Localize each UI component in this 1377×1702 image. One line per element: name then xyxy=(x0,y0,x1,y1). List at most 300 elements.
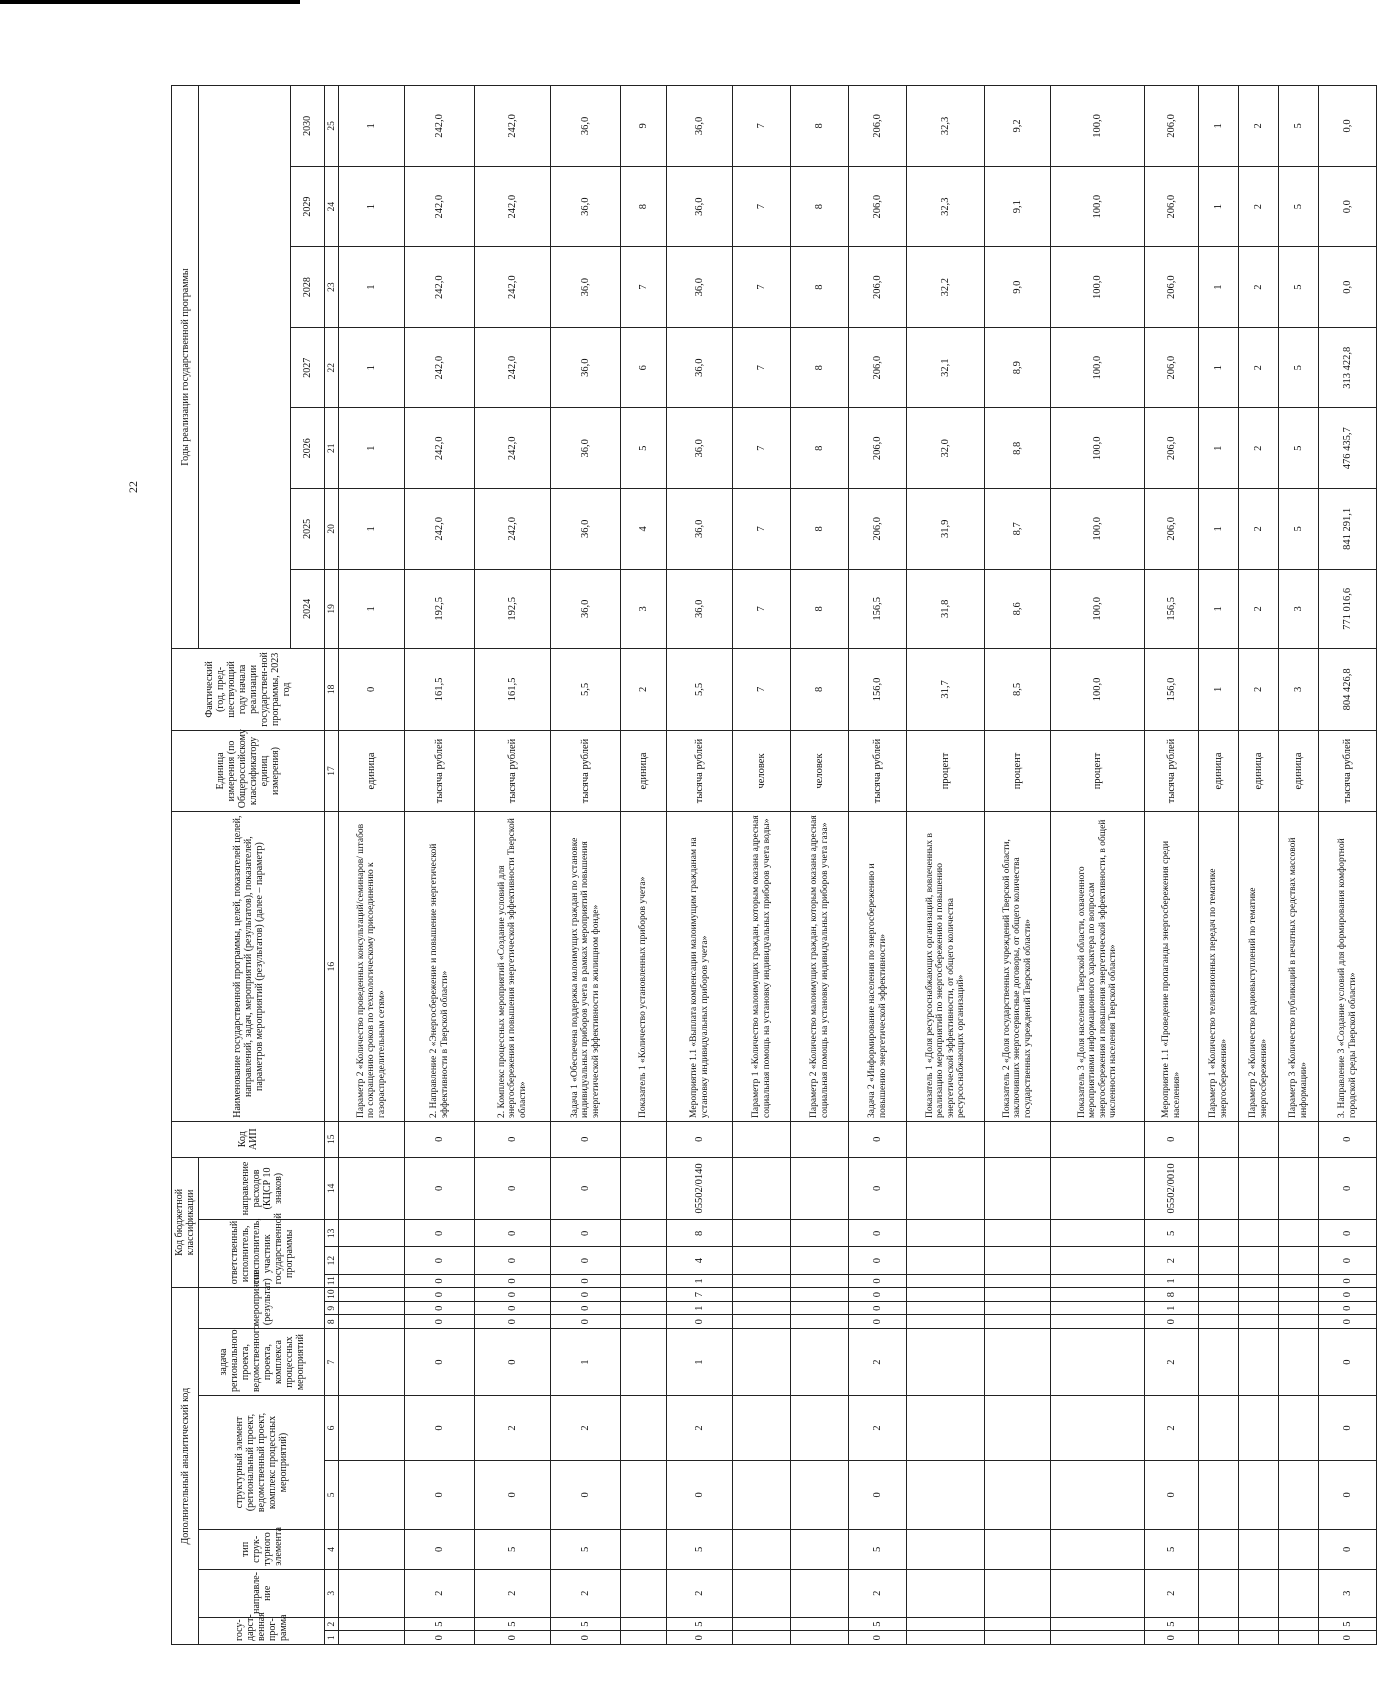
row-name-cell: Параметр 2 «Количество малоимущих граждан, которым оказана адресная социальная помощь на установку индивидуальных приборов учета газа» xyxy=(791,812,849,1122)
row-value-cell: 8,8 xyxy=(985,408,1051,489)
row-code-cell xyxy=(1279,1631,1319,1645)
row-code-cell: 0 xyxy=(849,1274,907,1288)
row-code-cell xyxy=(339,1617,405,1631)
row-code-cell xyxy=(1279,1329,1319,1396)
row-code-cell xyxy=(1279,1121,1319,1157)
row-code-cell xyxy=(1199,1157,1239,1220)
column-number: 25 xyxy=(325,86,339,167)
row-unit-cell: единица xyxy=(621,730,667,812)
row-code-cell xyxy=(733,1631,791,1645)
row-code-cell xyxy=(733,1301,791,1315)
row-code-cell: 0 xyxy=(849,1157,907,1220)
row-value-cell: 2 xyxy=(1239,408,1279,489)
row-value-cell: 36,0 xyxy=(551,327,621,408)
row-code-cell xyxy=(985,1220,1051,1247)
row-code-cell xyxy=(339,1529,405,1569)
row-value-cell: 36,0 xyxy=(667,408,733,489)
column-number: 19 xyxy=(325,569,339,649)
row-value-cell: 206,0 xyxy=(849,327,907,408)
name-header: Наименование государственной программы, целей, показателей целей, направлений, задач, мероприятий (результатов), показателей, параметров мероприятий (результатов) (далее – параметр) xyxy=(172,812,325,1122)
row-value-cell: 36,0 xyxy=(667,489,733,570)
row-code-cell xyxy=(907,1460,985,1529)
row-code-cell: 5 xyxy=(1145,1220,1199,1247)
row-code-cell xyxy=(791,1396,849,1461)
row-code-cell xyxy=(621,1301,667,1315)
row-value-cell: 804 426,8 xyxy=(1319,649,1377,731)
row-code-cell xyxy=(1239,1460,1279,1529)
row-unit-cell: процент xyxy=(907,730,985,812)
row-value-cell: 100,0 xyxy=(1051,569,1145,649)
column-number: 6 xyxy=(325,1396,339,1461)
row-code-cell: 0 xyxy=(1319,1315,1377,1329)
row-name-cell: Параметр 2 «Количество радиовыступлений по тематике энергосбережения» xyxy=(1239,812,1279,1122)
row-code-cell: 0 xyxy=(475,1329,551,1396)
table-body xyxy=(325,86,1377,1645)
year-2027: 2027 xyxy=(291,327,325,408)
row-code-cell: 0 xyxy=(1319,1274,1377,1288)
table-row xyxy=(621,86,667,1645)
row-code-cell: 0 xyxy=(405,1329,475,1396)
rotated-table-container xyxy=(171,85,1358,1645)
row-code-cell: 8 xyxy=(667,1220,733,1247)
row-value-cell: 0,0 xyxy=(1319,166,1377,247)
row-code-cell xyxy=(791,1631,849,1645)
table-row xyxy=(1051,86,1145,1645)
row-code-cell xyxy=(907,1157,985,1220)
row-code-cell xyxy=(907,1617,985,1631)
row-code-cell xyxy=(1279,1396,1319,1461)
row-code-cell xyxy=(791,1329,849,1396)
row-code-cell xyxy=(1279,1529,1319,1569)
row-value-cell: 242,0 xyxy=(475,408,551,489)
row-code-cell xyxy=(1199,1569,1239,1617)
row-code-cell: 1 xyxy=(551,1329,621,1396)
row-code-cell xyxy=(733,1396,791,1461)
row-code-cell xyxy=(1239,1274,1279,1288)
row-code-cell xyxy=(985,1460,1051,1529)
row-code-cell: 0 xyxy=(405,1631,475,1645)
row-code-cell xyxy=(621,1274,667,1288)
row-name-cell: Задача 2 «Информирование населения по энергосбережению и повышению энергетической эффективности» xyxy=(849,812,907,1122)
row-value-cell: 36,0 xyxy=(551,569,621,649)
row-code-cell xyxy=(621,1121,667,1157)
tip-header: тип струк-турного элемента xyxy=(199,1529,325,1569)
row-code-cell: 0 xyxy=(849,1301,907,1315)
row-code-cell xyxy=(621,1157,667,1220)
row-value-cell: 7 xyxy=(733,649,791,731)
row-value-cell: 1 xyxy=(1199,489,1239,570)
row-value-cell: 1 xyxy=(1199,86,1239,167)
row-unit-cell: единица xyxy=(1199,730,1239,812)
row-value-cell: 100,0 xyxy=(1051,649,1145,731)
row-code-cell xyxy=(1051,1247,1145,1274)
row-value-cell: 206,0 xyxy=(1145,489,1199,570)
row-code-cell xyxy=(1279,1617,1319,1631)
row-value-cell: 3 xyxy=(621,569,667,649)
row-code-cell: 5 xyxy=(1145,1529,1199,1569)
row-code-cell xyxy=(791,1288,849,1302)
row-code-cell: 0 xyxy=(475,1121,551,1157)
column-number: 17 xyxy=(325,730,339,812)
row-name-cell: Мероприятие 1.1 «Выплата компенсации малоимущим гражданам на установку индивидуальных приборов учета» xyxy=(667,812,733,1122)
row-value-cell: 100,0 xyxy=(1051,86,1145,167)
row-code-cell xyxy=(1051,1529,1145,1569)
row-value-cell: 36,0 xyxy=(667,569,733,649)
row-value-cell: 8 xyxy=(791,649,849,731)
row-code-cell xyxy=(1239,1247,1279,1274)
row-code-cell: 2 xyxy=(405,1569,475,1617)
row-code-cell xyxy=(339,1329,405,1396)
row-value-cell: 156,0 xyxy=(849,649,907,731)
row-value-cell: 6 xyxy=(621,327,667,408)
row-code-cell xyxy=(985,1617,1051,1631)
row-unit-cell: единица xyxy=(1279,730,1319,812)
row-code-cell xyxy=(1199,1301,1239,1315)
row-code-cell: 0 xyxy=(1319,1301,1377,1315)
row-value-cell: 841 291,1 xyxy=(1319,489,1377,570)
row-code-cell: 5 xyxy=(667,1529,733,1569)
row-code-cell xyxy=(339,1157,405,1220)
row-value-cell: 242,0 xyxy=(475,86,551,167)
row-code-cell xyxy=(985,1274,1051,1288)
row-code-cell: 0 xyxy=(551,1157,621,1220)
row-code-cell xyxy=(985,1157,1051,1220)
row-code-cell: 0 xyxy=(667,1460,733,1529)
row-value-cell: 8,5 xyxy=(985,649,1051,731)
row-code-cell xyxy=(791,1121,849,1157)
row-name-cell: Параметр 1 «Количество малоимущих граждан, которым оказана адресная социальная помощь на установку индивидуальных приборов учета воды» xyxy=(733,812,791,1122)
row-code-cell: 0 xyxy=(475,1631,551,1645)
row-code-cell: 5 xyxy=(667,1617,733,1631)
table-row xyxy=(733,86,791,1645)
row-code-cell xyxy=(791,1247,849,1274)
row-value-cell: 206,0 xyxy=(849,408,907,489)
row-code-cell: 5 xyxy=(551,1529,621,1569)
row-code-cell xyxy=(1239,1329,1279,1396)
row-code-cell xyxy=(1051,1220,1145,1247)
row-code-cell xyxy=(1199,1460,1239,1529)
row-code-cell xyxy=(907,1247,985,1274)
row-code-cell xyxy=(1199,1315,1239,1329)
row-code-cell: 0 xyxy=(475,1274,551,1288)
row-code-cell: 0 xyxy=(849,1315,907,1329)
row-code-cell xyxy=(985,1569,1051,1617)
row-code-cell xyxy=(791,1157,849,1220)
table-row xyxy=(907,86,985,1645)
row-unit-cell: человек xyxy=(791,730,849,812)
row-value-cell: 9 xyxy=(621,86,667,167)
razdel-header: направление расходов (КЦСР 10 знаков) xyxy=(199,1157,325,1220)
row-code-cell: 0 xyxy=(849,1460,907,1529)
row-code-cell: 0 xyxy=(551,1288,621,1302)
row-unit-cell: процент xyxy=(985,730,1051,812)
row-value-cell: 31,7 xyxy=(907,649,985,731)
row-value-cell: 8 xyxy=(791,86,849,167)
row-code-cell: 0 xyxy=(1319,1460,1377,1529)
row-code-cell xyxy=(1051,1288,1145,1302)
row-code-cell xyxy=(907,1631,985,1645)
row-name-cell: 2. Направление 2 «Энергосбережение и повышение энергетической эффективности в Тверской области» xyxy=(405,812,475,1122)
row-value-cell: 161,5 xyxy=(475,649,551,731)
row-value-cell: 206,0 xyxy=(1145,408,1199,489)
row-code-cell: 5 xyxy=(475,1529,551,1569)
row-code-cell xyxy=(733,1315,791,1329)
row-value-cell: 1 xyxy=(1199,569,1239,649)
row-value-cell: 32,1 xyxy=(907,327,985,408)
row-code-cell xyxy=(733,1569,791,1617)
row-code-cell xyxy=(733,1157,791,1220)
row-value-cell: 771 016,6 xyxy=(1319,569,1377,649)
row-value-cell: 36,0 xyxy=(667,86,733,167)
row-unit-cell: единица xyxy=(1239,730,1279,812)
column-number: 11 xyxy=(325,1274,339,1288)
row-code-cell: 0 xyxy=(551,1460,621,1529)
table-row xyxy=(339,86,405,1645)
row-value-cell: 2 xyxy=(1239,569,1279,649)
row-code-cell: 0 xyxy=(475,1315,551,1329)
column-number: 8 xyxy=(325,1315,339,1329)
row-value-cell: 36,0 xyxy=(667,247,733,328)
row-code-cell xyxy=(1199,1274,1239,1288)
row-code-cell xyxy=(1199,1329,1239,1396)
year-2030: 2030 xyxy=(291,86,325,167)
table-row xyxy=(1199,86,1239,1645)
row-code-cell xyxy=(985,1631,1051,1645)
row-code-cell xyxy=(339,1288,405,1302)
column-number: 12 xyxy=(325,1247,339,1274)
row-code-cell xyxy=(1239,1631,1279,1645)
row-code-cell xyxy=(339,1247,405,1274)
column-number: 21 xyxy=(325,408,339,489)
row-code-cell: 0 xyxy=(551,1301,621,1315)
row-value-cell: 1 xyxy=(1199,649,1239,731)
row-code-cell xyxy=(1279,1274,1319,1288)
row-value-cell: 32,0 xyxy=(907,408,985,489)
row-value-cell: 7 xyxy=(733,247,791,328)
row-unit-cell: процент xyxy=(1051,730,1145,812)
row-value-cell: 156,5 xyxy=(1145,569,1199,649)
row-code-cell: 2 xyxy=(667,1396,733,1461)
row-code-cell: 0 xyxy=(475,1460,551,1529)
row-value-cell: 5 xyxy=(621,408,667,489)
row-value-cell: 9,1 xyxy=(985,166,1051,247)
row-code-cell xyxy=(621,1529,667,1569)
row-code-cell xyxy=(907,1220,985,1247)
row-code-cell: 0 xyxy=(849,1631,907,1645)
row-code-cell: 0 xyxy=(1319,1121,1377,1157)
row-code-cell: 7 xyxy=(667,1288,733,1302)
year-2025: 2025 xyxy=(291,489,325,570)
row-code-cell: 0 xyxy=(405,1247,475,1274)
row-value-cell: 8,6 xyxy=(985,569,1051,649)
row-code-cell: 4 xyxy=(667,1247,733,1274)
row-value-cell: 242,0 xyxy=(405,327,475,408)
row-code-cell xyxy=(1279,1220,1319,1247)
row-code-cell xyxy=(1279,1569,1319,1617)
row-value-cell: 242,0 xyxy=(475,166,551,247)
row-value-cell: 1 xyxy=(1199,166,1239,247)
column-number: 7 xyxy=(325,1329,339,1396)
row-code-cell: 0 xyxy=(475,1288,551,1302)
row-value-cell: 7 xyxy=(733,86,791,167)
row-code-cell xyxy=(733,1220,791,1247)
row-code-cell: 05502/0010 xyxy=(1145,1157,1199,1220)
row-unit-cell: тысяча рублей xyxy=(475,730,551,812)
row-code-cell: 2 xyxy=(849,1329,907,1396)
row-code-cell xyxy=(985,1315,1051,1329)
row-value-cell: 0,0 xyxy=(1319,86,1377,167)
row-code-cell: 0 xyxy=(1319,1631,1377,1645)
row-code-cell: 1 xyxy=(1145,1301,1199,1315)
row-name-cell: Параметр 2 «Количество проведенных консультаций/семинаров/ штабов по сокращению сроков по технологическому присоединению к газораспределительным сетям» xyxy=(339,812,405,1122)
row-name-cell: Показатель 2 «Доля государственных учреждений Тверской области, заключивших энергосервисные договоры, от общего количества государственных учреждений Тверской области» xyxy=(985,812,1051,1122)
row-code-cell xyxy=(791,1274,849,1288)
row-value-cell: 8,9 xyxy=(985,327,1051,408)
row-code-cell xyxy=(621,1288,667,1302)
row-name-cell: Показатель 1 «Количество установленных приборов учета» xyxy=(621,812,667,1122)
row-value-cell: 7 xyxy=(733,569,791,649)
column-number: 23 xyxy=(325,247,339,328)
column-number: 5 xyxy=(325,1460,339,1529)
row-code-cell xyxy=(1051,1301,1145,1315)
row-code-cell: 5 xyxy=(1319,1617,1377,1631)
row-value-cell: 2 xyxy=(1239,327,1279,408)
row-code-cell xyxy=(339,1460,405,1529)
row-code-cell xyxy=(1279,1288,1319,1302)
row-code-cell: 5 xyxy=(849,1617,907,1631)
row-code-cell xyxy=(339,1274,405,1288)
row-name-cell: 3. Направление 3 «Создание условий для формирования комфортной городской среды Тверской области» xyxy=(1319,812,1377,1122)
row-value-cell: 1 xyxy=(339,408,405,489)
row-value-cell: 31,8 xyxy=(907,569,985,649)
row-value-cell: 8 xyxy=(621,166,667,247)
row-code-cell: 1 xyxy=(667,1274,733,1288)
row-value-cell: 9,0 xyxy=(985,247,1051,328)
row-code-cell: 0 xyxy=(405,1274,475,1288)
column-number: 18 xyxy=(325,649,339,731)
row-code-cell: 5 xyxy=(849,1529,907,1569)
year-2029: 2029 xyxy=(291,166,325,247)
row-code-cell: 0 xyxy=(405,1157,475,1220)
dop-code-header: Дополнительный аналитический код xyxy=(172,1288,199,1645)
row-value-cell: 8 xyxy=(791,166,849,247)
row-name-cell: Параметр 3 «Количество публикаций в печатных средствах массовой информации» xyxy=(1279,812,1319,1122)
page-number: 22 xyxy=(126,481,140,493)
row-code-cell: 5 xyxy=(551,1617,621,1631)
row-value-cell: 242,0 xyxy=(405,247,475,328)
row-code-cell: 2 xyxy=(849,1396,907,1461)
row-value-cell: 3 xyxy=(1279,569,1319,649)
row-code-cell xyxy=(621,1617,667,1631)
row-value-cell: 1 xyxy=(339,569,405,649)
row-value-cell: 1 xyxy=(339,86,405,167)
row-code-cell xyxy=(733,1121,791,1157)
row-code-cell xyxy=(791,1460,849,1529)
napravlenie-header: направле-ние xyxy=(199,1569,325,1617)
row-code-cell xyxy=(1051,1396,1145,1461)
row-code-cell: 0 xyxy=(1145,1315,1199,1329)
row-name-cell: Задача 1 «Обеспечена поддержка малоимущих граждан по установке индивидуальных приборов учета в рамках мероприятий повышения энергетической эффективности в жилищном фонде» xyxy=(551,812,621,1122)
row-code-cell: 0 xyxy=(405,1301,475,1315)
row-code-cell: 2 xyxy=(1145,1569,1199,1617)
row-value-cell: 2 xyxy=(1239,649,1279,731)
row-code-cell xyxy=(733,1617,791,1631)
row-code-cell: 0 xyxy=(1319,1220,1377,1247)
top-border-line xyxy=(0,0,300,4)
row-code-cell: 0 xyxy=(1319,1396,1377,1461)
row-value-cell: 100,0 xyxy=(1051,327,1145,408)
row-value-cell: 161,5 xyxy=(405,649,475,731)
row-value-cell: 36,0 xyxy=(667,327,733,408)
row-code-cell: 0 xyxy=(667,1631,733,1645)
row-value-cell: 8 xyxy=(791,327,849,408)
row-code-cell: 0 xyxy=(405,1121,475,1157)
row-value-cell: 192,5 xyxy=(475,569,551,649)
row-code-cell xyxy=(339,1315,405,1329)
row-code-cell: 2 xyxy=(475,1396,551,1461)
row-code-cell: 2 xyxy=(1145,1329,1199,1396)
row-value-cell: 7 xyxy=(733,166,791,247)
row-value-cell: 100,0 xyxy=(1051,408,1145,489)
row-value-cell: 242,0 xyxy=(475,247,551,328)
years-spacer xyxy=(199,86,291,649)
row-name-cell: Мероприятие 1.1 «Проведение пропаганды энергосбережения среди населения» xyxy=(1145,812,1199,1122)
row-code-cell: 0 xyxy=(667,1121,733,1157)
row-code-cell: 0 xyxy=(405,1288,475,1302)
year-2026: 2026 xyxy=(291,408,325,489)
row-value-cell: 2 xyxy=(1239,247,1279,328)
row-value-cell: 5 xyxy=(1279,489,1319,570)
column-number: 9 xyxy=(325,1301,339,1315)
row-value-cell: 7 xyxy=(733,489,791,570)
row-value-cell: 36,0 xyxy=(551,166,621,247)
row-code-cell: 0 xyxy=(1319,1329,1377,1396)
row-name-cell: Показатель 1 «Доля ресурсоснабжающих организаций, вовлеченных в реализацию мероприятий по энергосбережению и повышению энергетической эффективности, от общего количества ресурсоснабжающих организаций» xyxy=(907,812,985,1122)
row-value-cell: 32,3 xyxy=(907,86,985,167)
row-code-cell: 0 xyxy=(475,1301,551,1315)
row-code-cell xyxy=(621,1315,667,1329)
row-code-cell: 1 xyxy=(1145,1274,1199,1288)
row-code-cell: 0 xyxy=(475,1220,551,1247)
row-unit-cell: тысяча рублей xyxy=(551,730,621,812)
row-value-cell: 7 xyxy=(621,247,667,328)
row-code-cell: 5 xyxy=(1145,1617,1199,1631)
row-code-cell xyxy=(1199,1121,1239,1157)
row-value-cell: 5 xyxy=(1279,247,1319,328)
row-value-cell: 100,0 xyxy=(1051,166,1145,247)
row-code-cell xyxy=(1239,1301,1279,1315)
row-value-cell: 4 xyxy=(621,489,667,570)
row-code-cell: 0 xyxy=(849,1288,907,1302)
row-value-cell: 192,5 xyxy=(405,569,475,649)
row-code-cell: 5 xyxy=(475,1617,551,1631)
zadacha-header: задача регионального проекта, ведомственного проекта, комплекса процессных мероприятий xyxy=(199,1329,325,1396)
row-value-cell: 0 xyxy=(339,649,405,731)
year-2024: 2024 xyxy=(291,569,325,649)
row-value-cell: 7 xyxy=(733,327,791,408)
row-value-cell: 1 xyxy=(1199,247,1239,328)
row-code-cell xyxy=(1051,1569,1145,1617)
row-value-cell: 1 xyxy=(1199,408,1239,489)
row-code-cell xyxy=(733,1274,791,1288)
row-code-cell: 0 xyxy=(405,1460,475,1529)
row-value-cell: 242,0 xyxy=(405,86,475,167)
row-code-cell xyxy=(733,1329,791,1396)
row-code-cell xyxy=(907,1121,985,1157)
row-code-cell xyxy=(1199,1288,1239,1302)
row-code-cell: 1 xyxy=(667,1301,733,1315)
row-code-cell: 2 xyxy=(551,1569,621,1617)
